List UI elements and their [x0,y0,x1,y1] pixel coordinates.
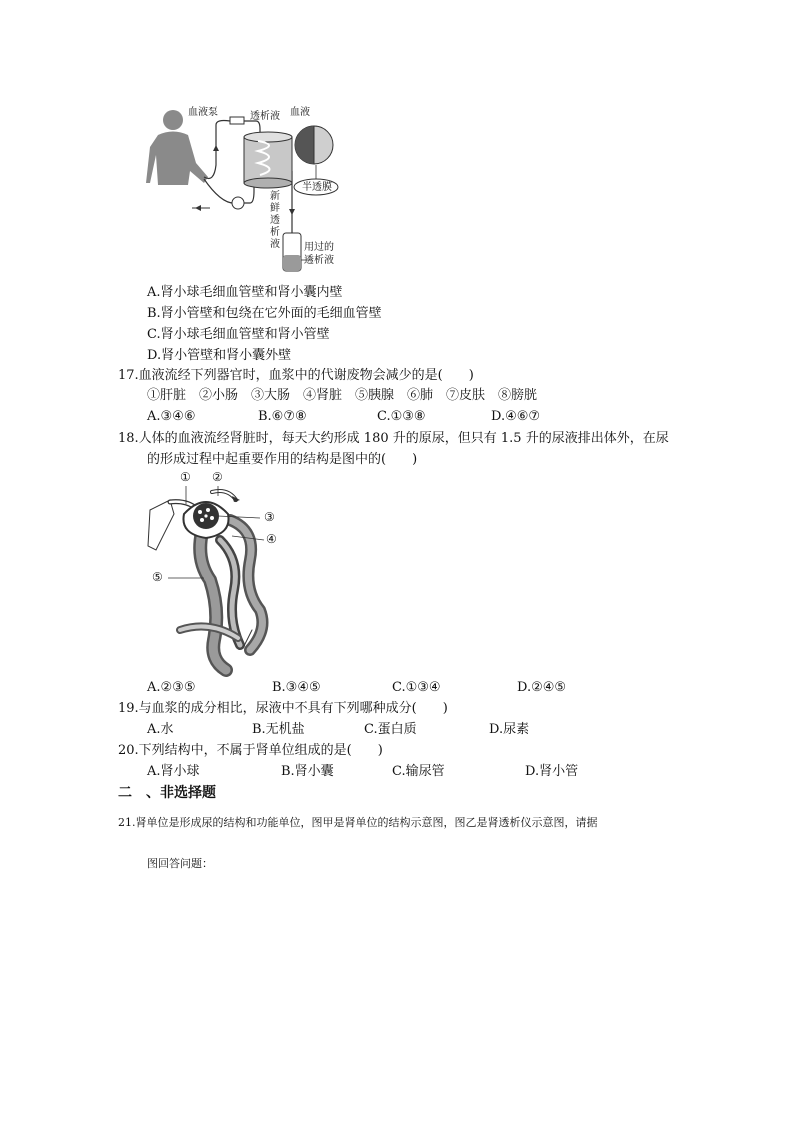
q20-option-b: B.肾小囊 [281,764,334,779]
membrane-label: 半透膜 [302,182,332,193]
q17-option-a: A.③④⑥ [147,409,196,424]
membrane-circle [295,126,333,164]
q16-option-d: D.肾小管壁和肾小囊外壁 [147,348,292,363]
q18-option-d: D.②④⑤ [517,680,567,695]
nephron-label-3: ③ [264,510,275,524]
human-silhouette [146,110,208,185]
q18-option-a: A.②③⑤ [147,680,196,695]
blood-pump [230,117,244,124]
q19-option-c: C.蛋白质 [364,722,417,737]
q20-option-c: C.输尿管 [392,764,445,779]
section-heading: 二 、非选择题 [118,785,216,801]
q17-option-b: B.⑥⑦⑧ [258,409,307,424]
used-dialysate-label-2: 透析液 [304,255,334,266]
q19-option-d: D.尿素 [489,722,530,737]
fresh-dialysate-label-5: 液 [270,239,280,250]
q20-option-d: D.肾小管 [525,764,579,779]
dialysis-cylinder [244,132,292,188]
q21-stem-line-1: 21.肾单位是形成尿的结构和功能单位，图甲是肾单位的结构示意图，图乙是肾透析仪示意图，请据 [118,816,598,829]
q17-items: ①肝脏 ②小肠 ③大肠 ④肾脏 ⑤胰腺 ⑥肺 ⑦皮肤 ⑧膀胱 [147,388,538,403]
q16-option-c: C.肾小球毛细血管壁和肾小管壁 [147,327,330,342]
pump-wheel [232,197,244,209]
fresh-dialysate-label-4: 析 [270,227,280,238]
fresh-dialysate-label-1: 新 [270,191,280,202]
nephron-label-4: ④ [266,532,277,546]
q19-option-a: A.水 [147,722,174,737]
q18-stem-line-2: 的形成过程中起重要作用的结构是图中的( ) [147,452,418,467]
q18-stem-line-1: 18.人体的血液流经肾脏时，每天大约形成 180 升的原尿，但只有 1.5 升的尿液排出体外，在尿 [118,431,669,446]
glomerulus [183,502,228,538]
q17-option-c: C.①③⑧ [377,409,426,424]
q19-stem: 19.与血浆的成分相比，尿液中不具有下列哪种成分( ) [118,701,448,716]
used-dialysate-label-1: 用过的 [304,242,334,253]
dialysis-figure [140,95,360,280]
q16-option-a: A.肾小球毛细血管壁和肾小囊内壁 [147,285,343,300]
q18-option-b: B.③④⑤ [272,680,321,695]
fresh-dialysate-label-2: 鲜 [270,203,280,214]
q19-option-b: B.无机盐 [252,722,305,737]
nephron-figure [140,470,290,675]
q17-option-d: D.④⑥⑦ [491,409,541,424]
dialysate-label: 透析液 [250,111,280,122]
nephron-label-2: ② [212,470,223,484]
fresh-dialysate-label-3: 透 [270,215,280,226]
q17-stem: 17.血液流经下列器官时，血浆中的代谢废物会减少的是( ) [118,368,474,383]
blood-label: 血液 [290,107,310,118]
q21-stem-line-2: 图回答问题： [147,857,213,870]
q20-option-a: A.肾小球 [147,764,200,779]
q18-option-c: C.①③④ [392,680,441,695]
q16-option-b: B.肾小管壁和包绕在它外面的毛细血管壁 [147,306,382,321]
pump-label: 血液泵 [188,107,218,118]
q20-stem: 20.下列结构中，不属于肾单位组成的是( ) [118,743,383,758]
nephron-label-1: ① [180,470,191,484]
nephron-label-5: ⑤ [152,570,163,584]
